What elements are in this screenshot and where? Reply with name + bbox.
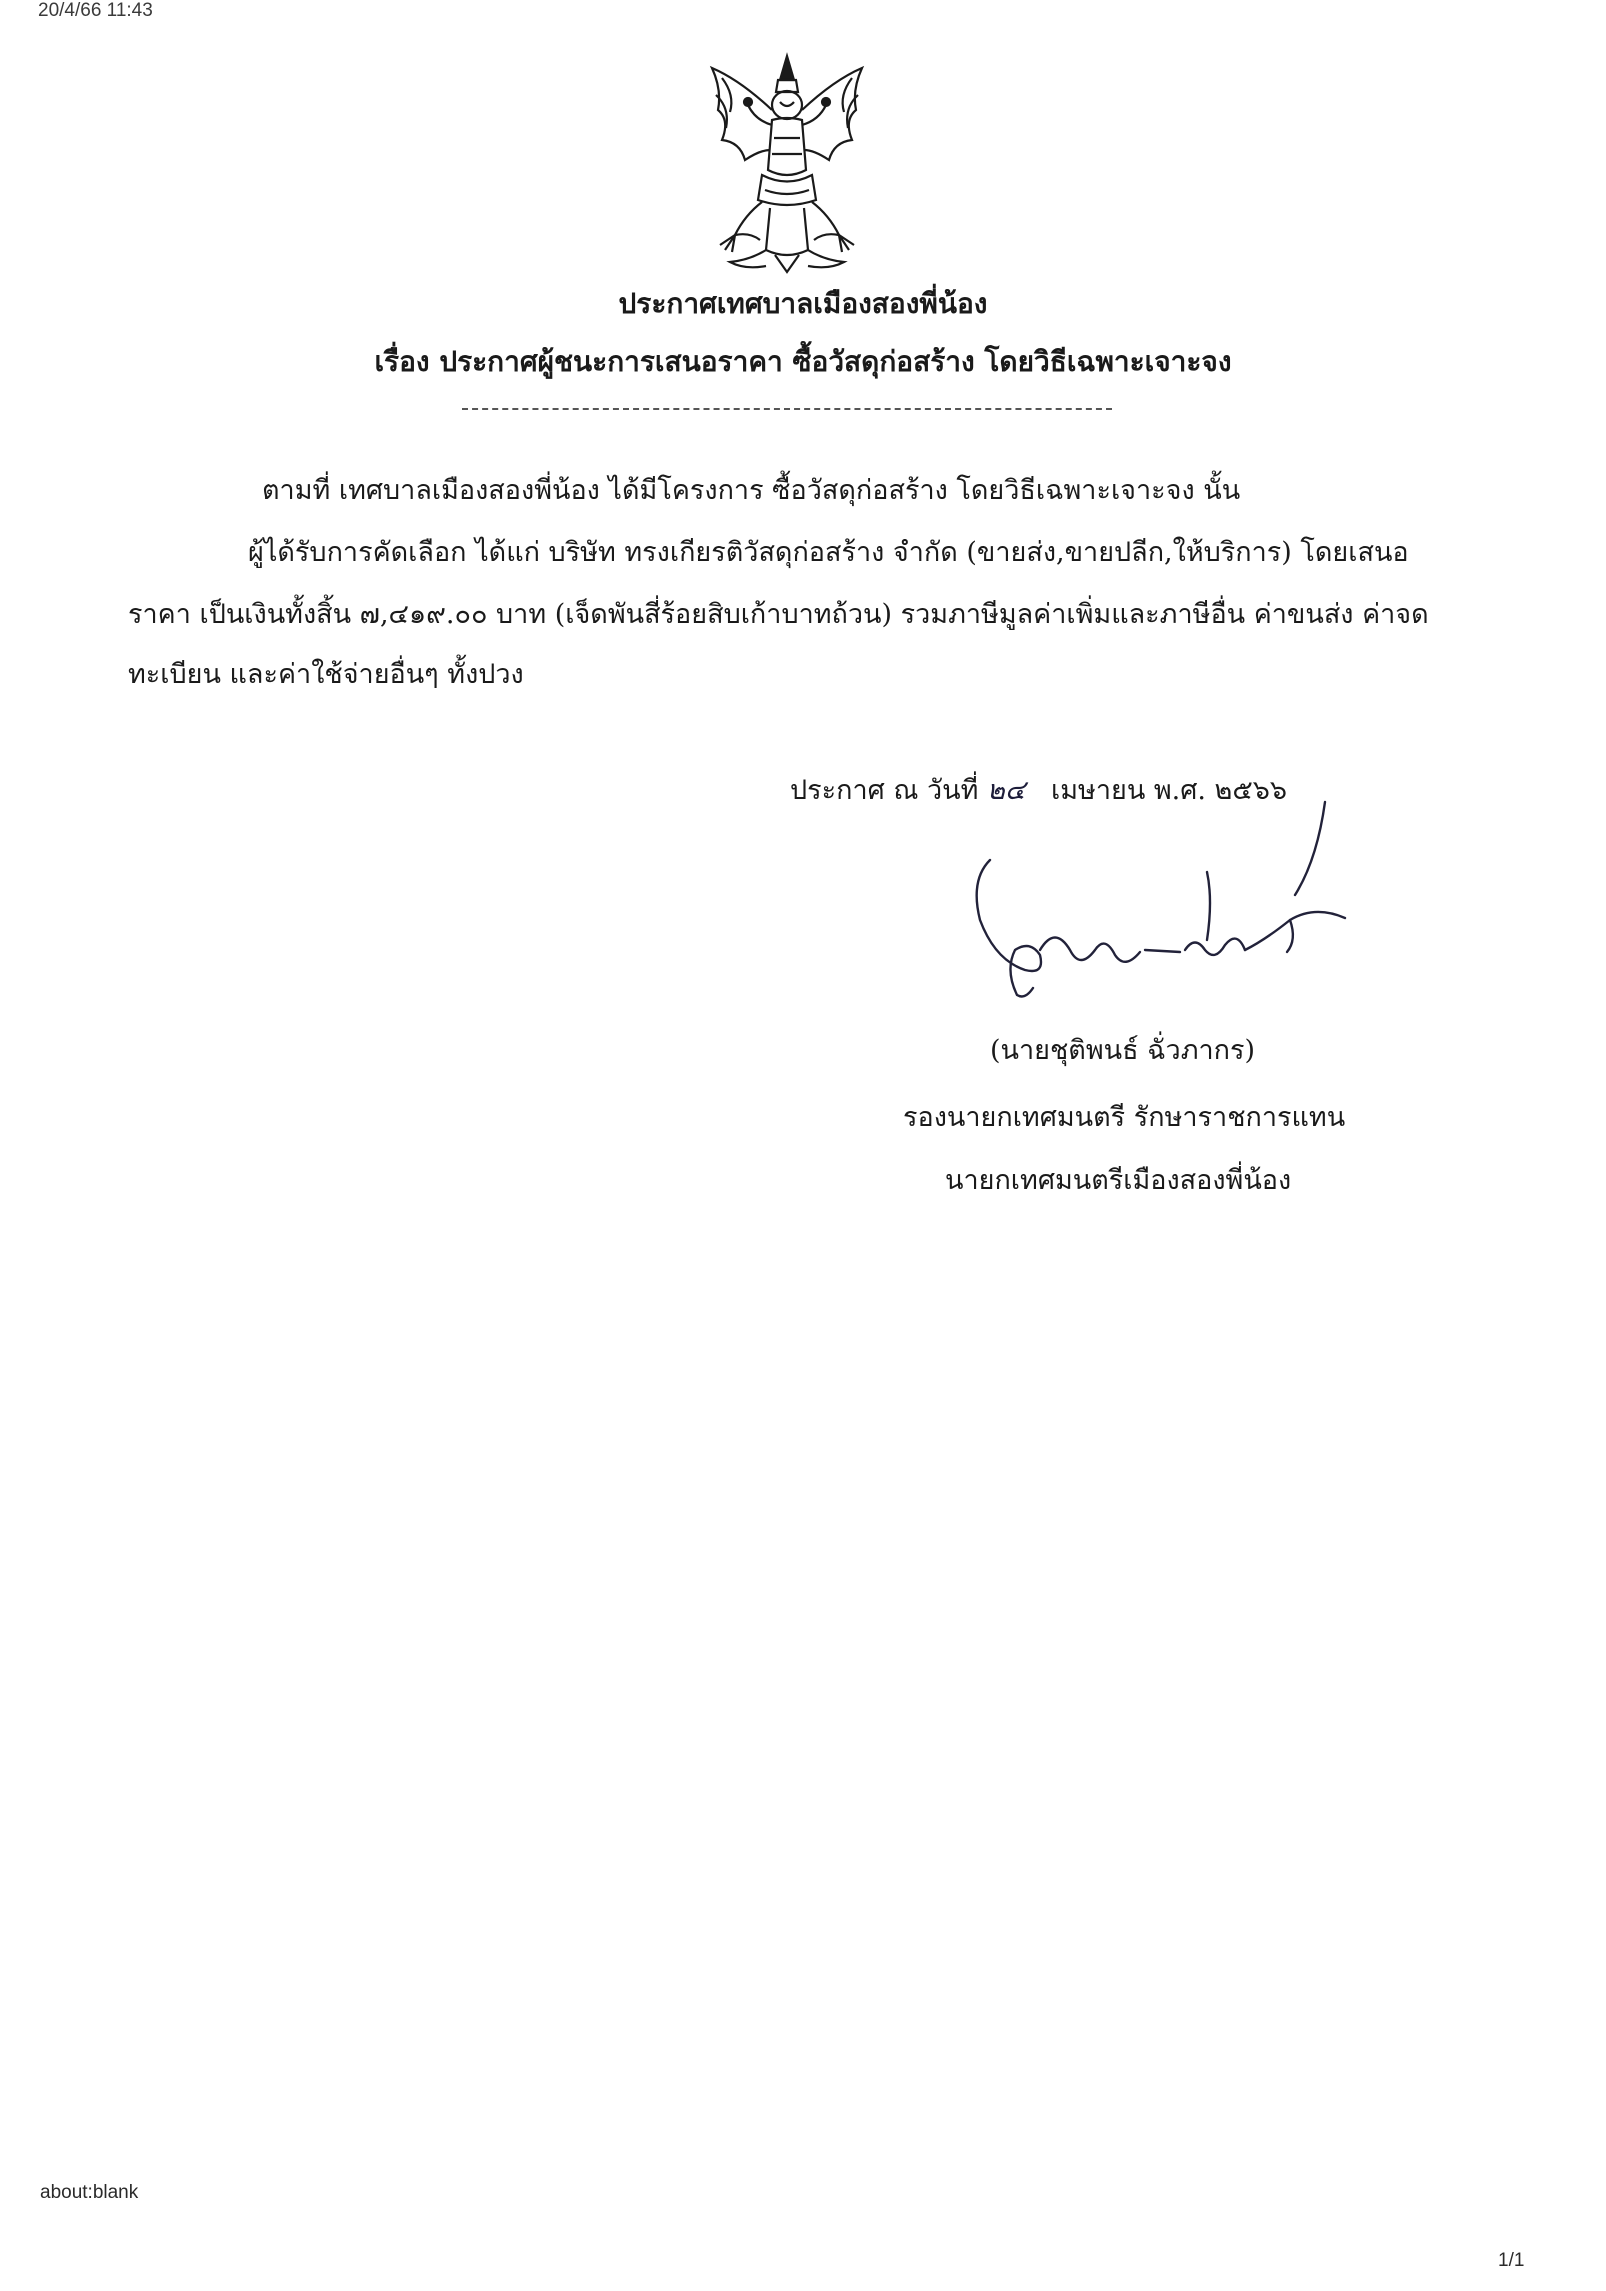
body-paragraph-line: ราคา เป็นเงินทั้งสิ้น ๗,๔๑๙.๐๐ บาท (เจ็ดพันสี่ร้อยสิบเก้าบาทถ้วน) รวมภาษีมูลค่าเพิ่มและภาษีอื่น ค่าขนส่ง ค่าจด bbox=[128, 599, 1429, 630]
body-paragraph-line: ผู้ได้รับการคัดเลือก ได้แก่ บริษัท ทรงเกียรติวัสดุก่อสร้าง จำกัด (ขายส่ง,ขายปลีก,ให้บริการ) โดยเสนอ bbox=[248, 537, 1409, 568]
print-footer-url: about:blank bbox=[40, 2182, 139, 2203]
print-footer-page: 1/1 bbox=[1498, 2250, 1525, 2271]
document-subject: เรื่อง ประกาศผู้ชนะการเสนอราคา ซื้อวัสดุก่อสร้าง โดยวิธีเฉพาะเจาะจง bbox=[374, 345, 1232, 378]
signer-name: (นายชุติพนธ์ ฉั่วภากร) bbox=[990, 1035, 1256, 1066]
garuda-emblem-icon bbox=[700, 50, 875, 275]
body-paragraph-line: ตามที่ เทศบาลเมืองสองพี่น้อง ได้มีโครงการ ซื้อวัสดุก่อสร้าง โดยวิธีเฉพาะเจาะจง นั้น bbox=[262, 475, 1241, 506]
document-title: ประกาศเทศบาลเมืองสองพี่น้อง bbox=[618, 287, 988, 320]
handwritten-signature bbox=[945, 800, 1365, 1010]
signer-position-line1: รองนายกเทศมนตรี รักษาราชการแทน bbox=[903, 1102, 1346, 1133]
separator-line bbox=[462, 408, 1112, 410]
print-timestamp: 20/4/66 11:43 bbox=[38, 0, 153, 21]
announce-date-month-year: เมษายน พ.ศ. ๒๕๖๖ bbox=[1051, 775, 1288, 806]
body-paragraph-line: ทะเบียน และค่าใช้จ่ายอื่นๆ ทั้งปวง bbox=[128, 659, 524, 690]
announce-date-prefix: ประกาศ ณ วันที่ bbox=[790, 775, 979, 806]
announce-date-day: ๒๔ bbox=[987, 775, 1026, 806]
signer-position-line2: นายกเทศมนตรีเมืองสองพี่น้อง bbox=[945, 1165, 1292, 1196]
